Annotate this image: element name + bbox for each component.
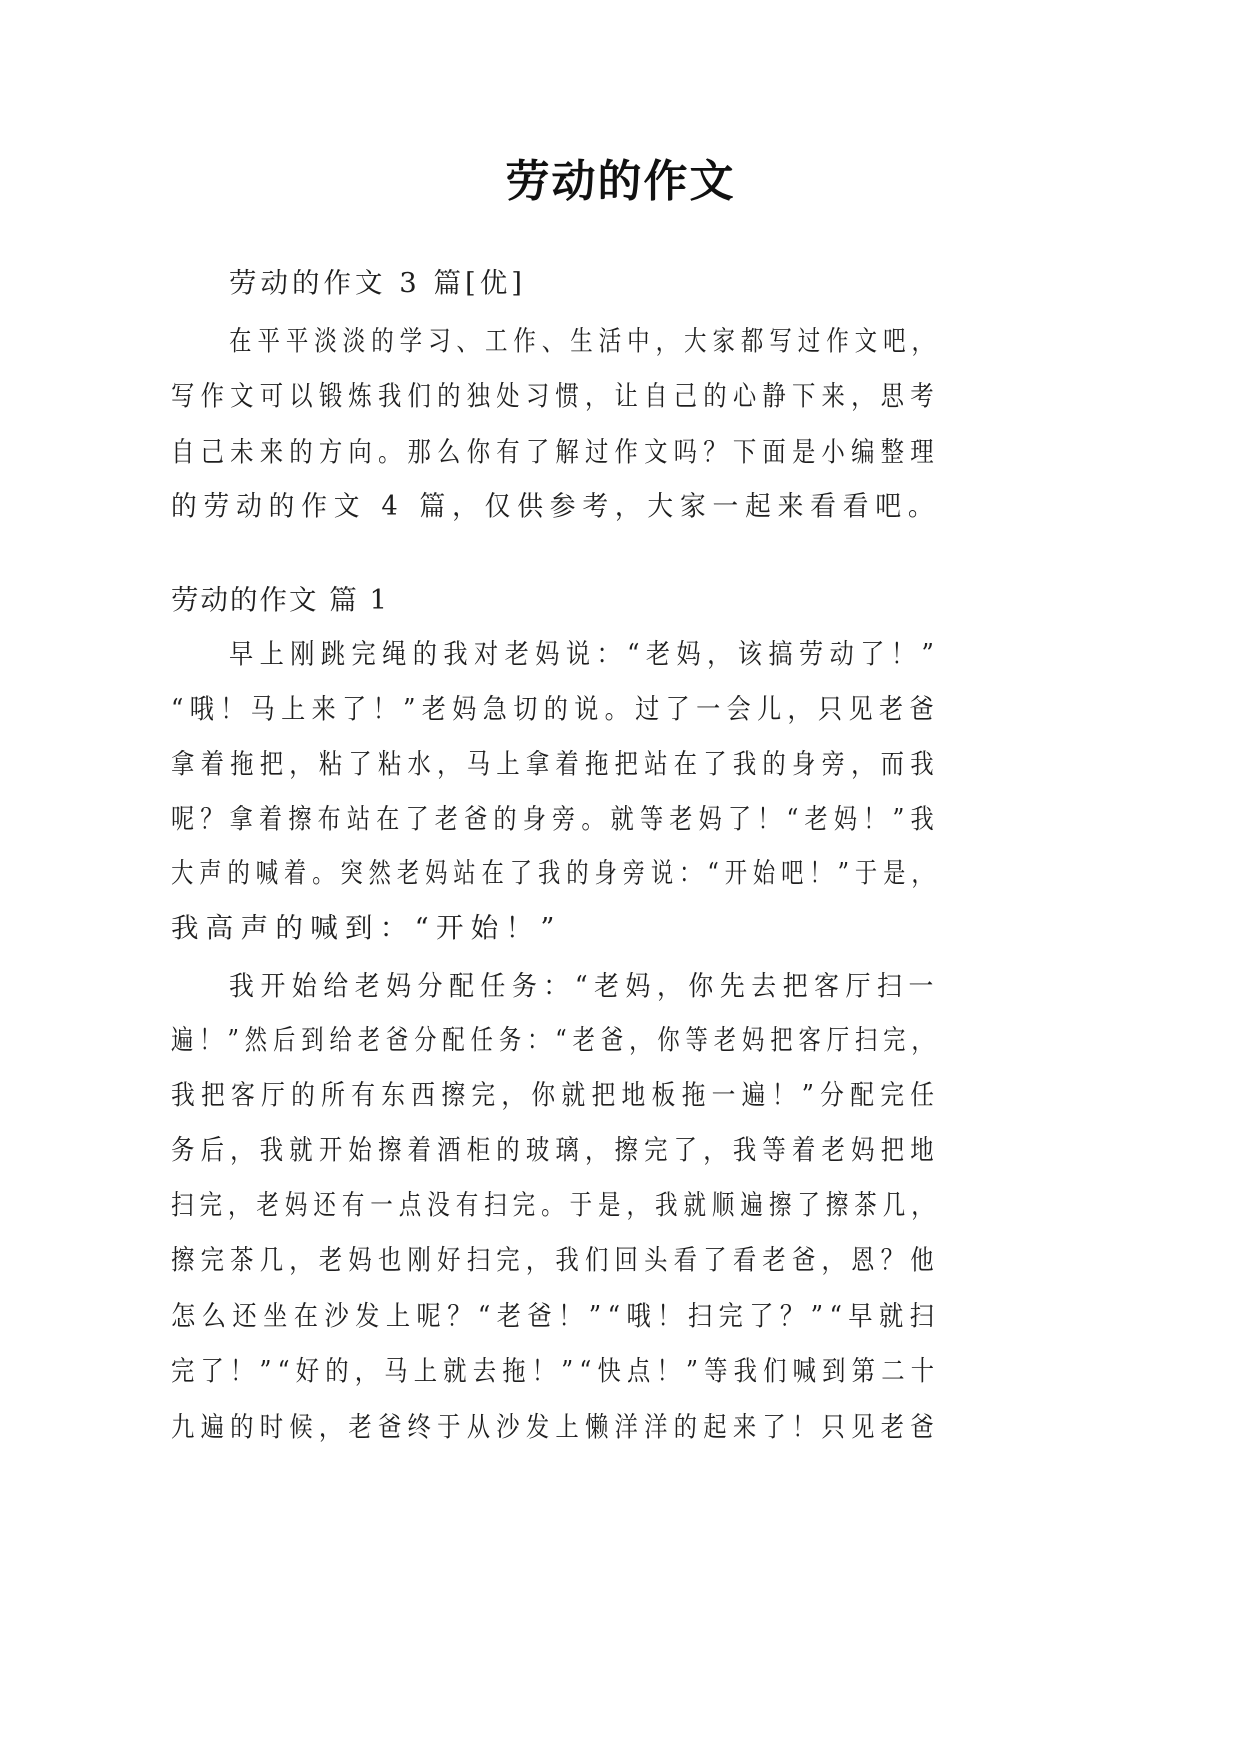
paragraph-line: 在平平淡淡的学习、工作、生活中，大家都写过作文吧， <box>229 325 940 357</box>
paragraph-line: 的劳动的作文 4 篇，仅供参考，大家一起来看看吧。 <box>171 490 941 522</box>
paragraph-line: 拿着拖把，粘了粘水，马上拿着拖把站在了我的身旁，而我 <box>171 748 940 780</box>
paragraph-line: 九遍的时候，老爸终于从沙发上懒洋洋的起来了！只见老爸 <box>171 1411 940 1443</box>
paragraph-line: 写作文可以锻炼我们的独处习惯，让自己的心静下来，思考 <box>171 380 940 412</box>
paragraph-line: 自己未来的方向。那么你有了解过作文吗？下面是小编整理 <box>171 436 940 468</box>
paragraph-line: 大声的喊着。突然老妈站在了我的身旁说：“开始吧！”于是， <box>171 857 940 889</box>
paragraph-line: 扫完，老妈还有一点没有扫完。于是，我就顺遍擦了擦茶几， <box>171 1189 940 1221</box>
intro-heading: 劳动的作文 3 篇[优] <box>229 267 526 299</box>
paragraph-line: 怎么还坐在沙发上呢？“老爸！”“哦！扫完了？”“早就扫 <box>171 1300 941 1332</box>
document-title: 劳动的作文 <box>505 156 736 207</box>
paragraph-line: 呢？拿着擦布站在了老爸的身旁。就等老妈了！“老妈！”我 <box>171 803 940 835</box>
paragraph-line: 完了！”“好的，马上就去拖！”“快点！”等我们喊到第二十 <box>171 1355 941 1387</box>
paragraph-line: 早上刚跳完绳的我对老妈说：“老妈，该搞劳动了！” <box>229 638 941 670</box>
paragraph-line: 我把客厅的所有东西擦完，你就把地板拖一遍！”分配完任 <box>171 1079 941 1111</box>
paragraph-line: “哦！马上来了！”老妈急切的说。过了一会儿，只见老爸 <box>171 693 940 725</box>
paragraph-line: 我开始给老妈分配任务：“老妈，你先去把客厅扫一 <box>229 970 940 1002</box>
paragraph-line: 我高声的喊到：“开始！” <box>171 912 562 944</box>
paragraph-line: 遍！”然后到给老爸分配任务：“老爸，你等老妈把客厅扫完， <box>171 1024 940 1056</box>
paragraph-line: 务后，我就开始擦着酒柜的玻璃，擦完了，我等着老妈把地 <box>171 1134 940 1166</box>
section-heading: 劳动的作文 篇 1 <box>171 584 389 616</box>
paragraph-line: 擦完茶几，老妈也刚好扫完，我们回头看了看老爸，恩？他 <box>171 1244 940 1276</box>
